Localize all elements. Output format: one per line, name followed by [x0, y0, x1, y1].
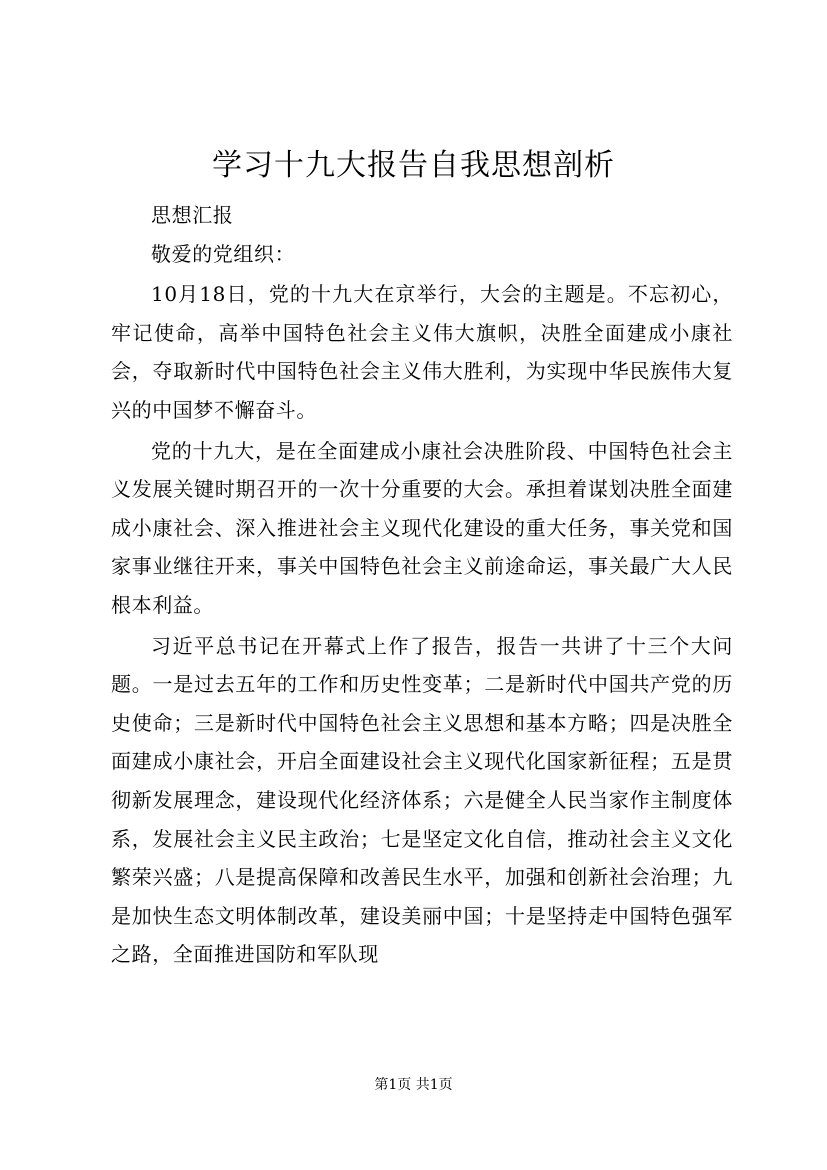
document-title: 学习十九大报告自我思想剖析	[212, 148, 615, 183]
paragraph: 党的十九大，是在全面建成小康社会决胜阶段、中国特色社会主义发展关键时期召开的一次十分重要的大会。承担着谋划决胜全面建成小康社会、深入推进社会主义现代化建设的重大任务，事关党和国家事业继往开来，事关中国特色社会主义前途命运，事关最广大人民根本利益。	[111, 438, 733, 617]
document-body	[111, 196, 733, 974]
page-footer: 第1页 共1页	[374, 1077, 453, 1093]
paragraph-heading: 思想汇报	[151, 203, 234, 227]
paragraph: 10月18日，党的十九大在京举行，大会的主题是。不忘初心，牢记使命，高举中国特色社会主义伟大旗帜，决胜全面建成小康社会，夺取新时代中国特色社会主义伟大胜利，为实现中华民族伟大复兴的中国梦不懈奋斗。	[111, 282, 733, 422]
paragraph: 习近平总书记在开幕式上作了报告，报告一共讲了十三个大问题。一是过去五年的工作和历史性变革；二是新时代中国共产党的历史使命；三是新时代中国特色社会主义思想和基本方略；四是决胜全面建成小康社会，开启全面建设社会主义现代化国家新征程；五是贯彻新发展理念，建设现代化经济体系；六是健全人民当家作主制度体系，发展社会主义民主政治；七是坚定文化自信，推动社会主义文化繁荣兴盛；八是提高保障和改善民生水平，加强和创新社会治理；九是加快生态文明体制改革，建设美丽中国；十是坚持走中国特色强军之路，全面推进国防和军队现	[111, 633, 733, 967]
paragraph-salutation: 敬爱的党组织：	[151, 241, 296, 266]
